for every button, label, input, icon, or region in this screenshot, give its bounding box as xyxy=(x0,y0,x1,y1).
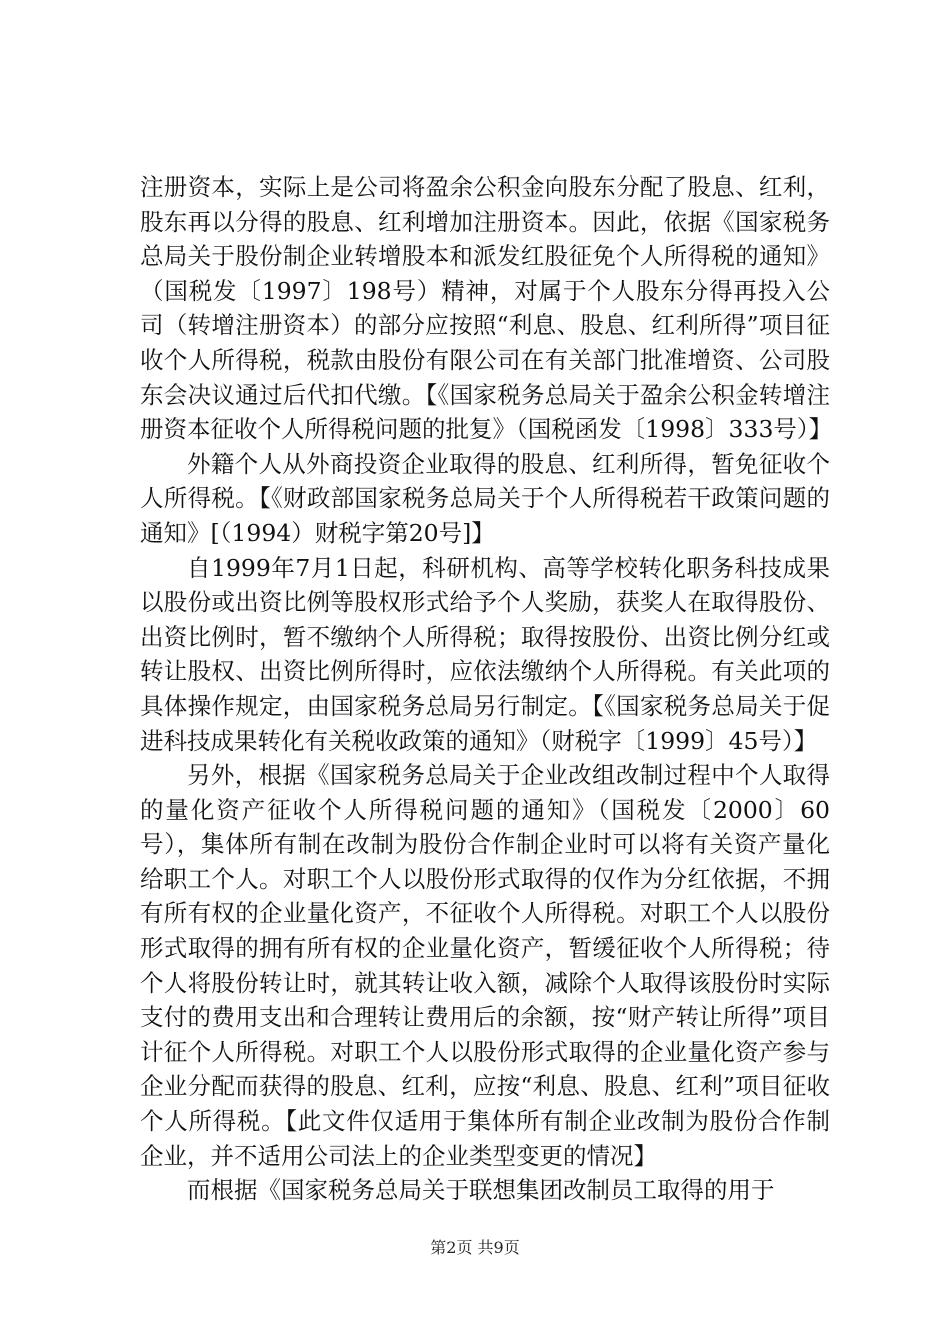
paragraph-1: 注册资本，实际上是公司将盈余公积金向股东分配了股息、红利，股东再以分得的股息、红利增加注册资本。因此，依据《国家税务总局关于股份制企业转增股本和派发红股征免个人所得税的通知》（国税发〔1997〕198号）精神，对属于个人股东分得再投入公司（转增注册资本）的部分应按照“利息、股息、红利所得”项目征收个人所得税，税款由股份有限公司在有关部门批准增资、公司股东会决议通过后代扣代缴。【《国家税务总局关于盈余公积金转增注册资本征收个人所得税问题的批复》（国税函发〔1998〕333号）】 xyxy=(140,173,833,444)
paragraph-5: 而根据《国家税务总局关于联想集团改制员工取得的用于 xyxy=(187,1176,775,1205)
document-body xyxy=(140,170,833,1208)
paragraph-2: 外籍个人从外商投资企业取得的股息、红利所得，暂免征收个人所得税。【《财政部国家税务总局关于个人所得税若干政策问题的通知》[（1994）财税字第20号]】 xyxy=(140,449,830,547)
page-number-footer: 第2页 共9页 xyxy=(430,1238,520,1257)
paragraph-4: 另外，根据《国家税务总局关于企业改组改制过程中个人取得的量化资产征收个人所得税问题的通知》（国税发〔2000〕60号），集体所有制在改制为股份合作制企业时可以将有关资产量化给职工个人。对职工个人以股份形式取得的仅作为分红依据，不拥有所有权的企业量化资产，不征收个人所得税。对职工个人以股份形式取得的拥有所有权的企业量化资产，暂缓征收个人所得税；待个人将股份转让时，就其转让收入额，减除个人取得该股份时实际支付的费用支出和合理转让费用后的余额，按“财产转让所得”项目计征个人所得税。对职工个人以股份形式取得的企业量化资产参与企业分配而获得的股息、红利，应按“利息、股息、红利”项目征收个人所得税。【此文件仅适用于集体所有制企业改制为股份合作制企业，并不适用公司法上的企业类型变更的情况】 xyxy=(140,761,830,1170)
paragraph-3: 自1999年7月1日起，科研机构、高等学校转化职务科技成果以股份或出资比例等股权形式给予个人奖励，获奖人在取得股份、出资比例时，暂不缴纳个人所得税；取得按股份、出资比例分红或转让股权、出资比例所得时，应依法缴纳个人所得税。有关此项的具体操作规定，由国家税务总局另行制定。【《国家税务总局关于促进科技成果转化有关税收政策的通知》（财税字〔1999〕45号）】 xyxy=(140,553,830,755)
